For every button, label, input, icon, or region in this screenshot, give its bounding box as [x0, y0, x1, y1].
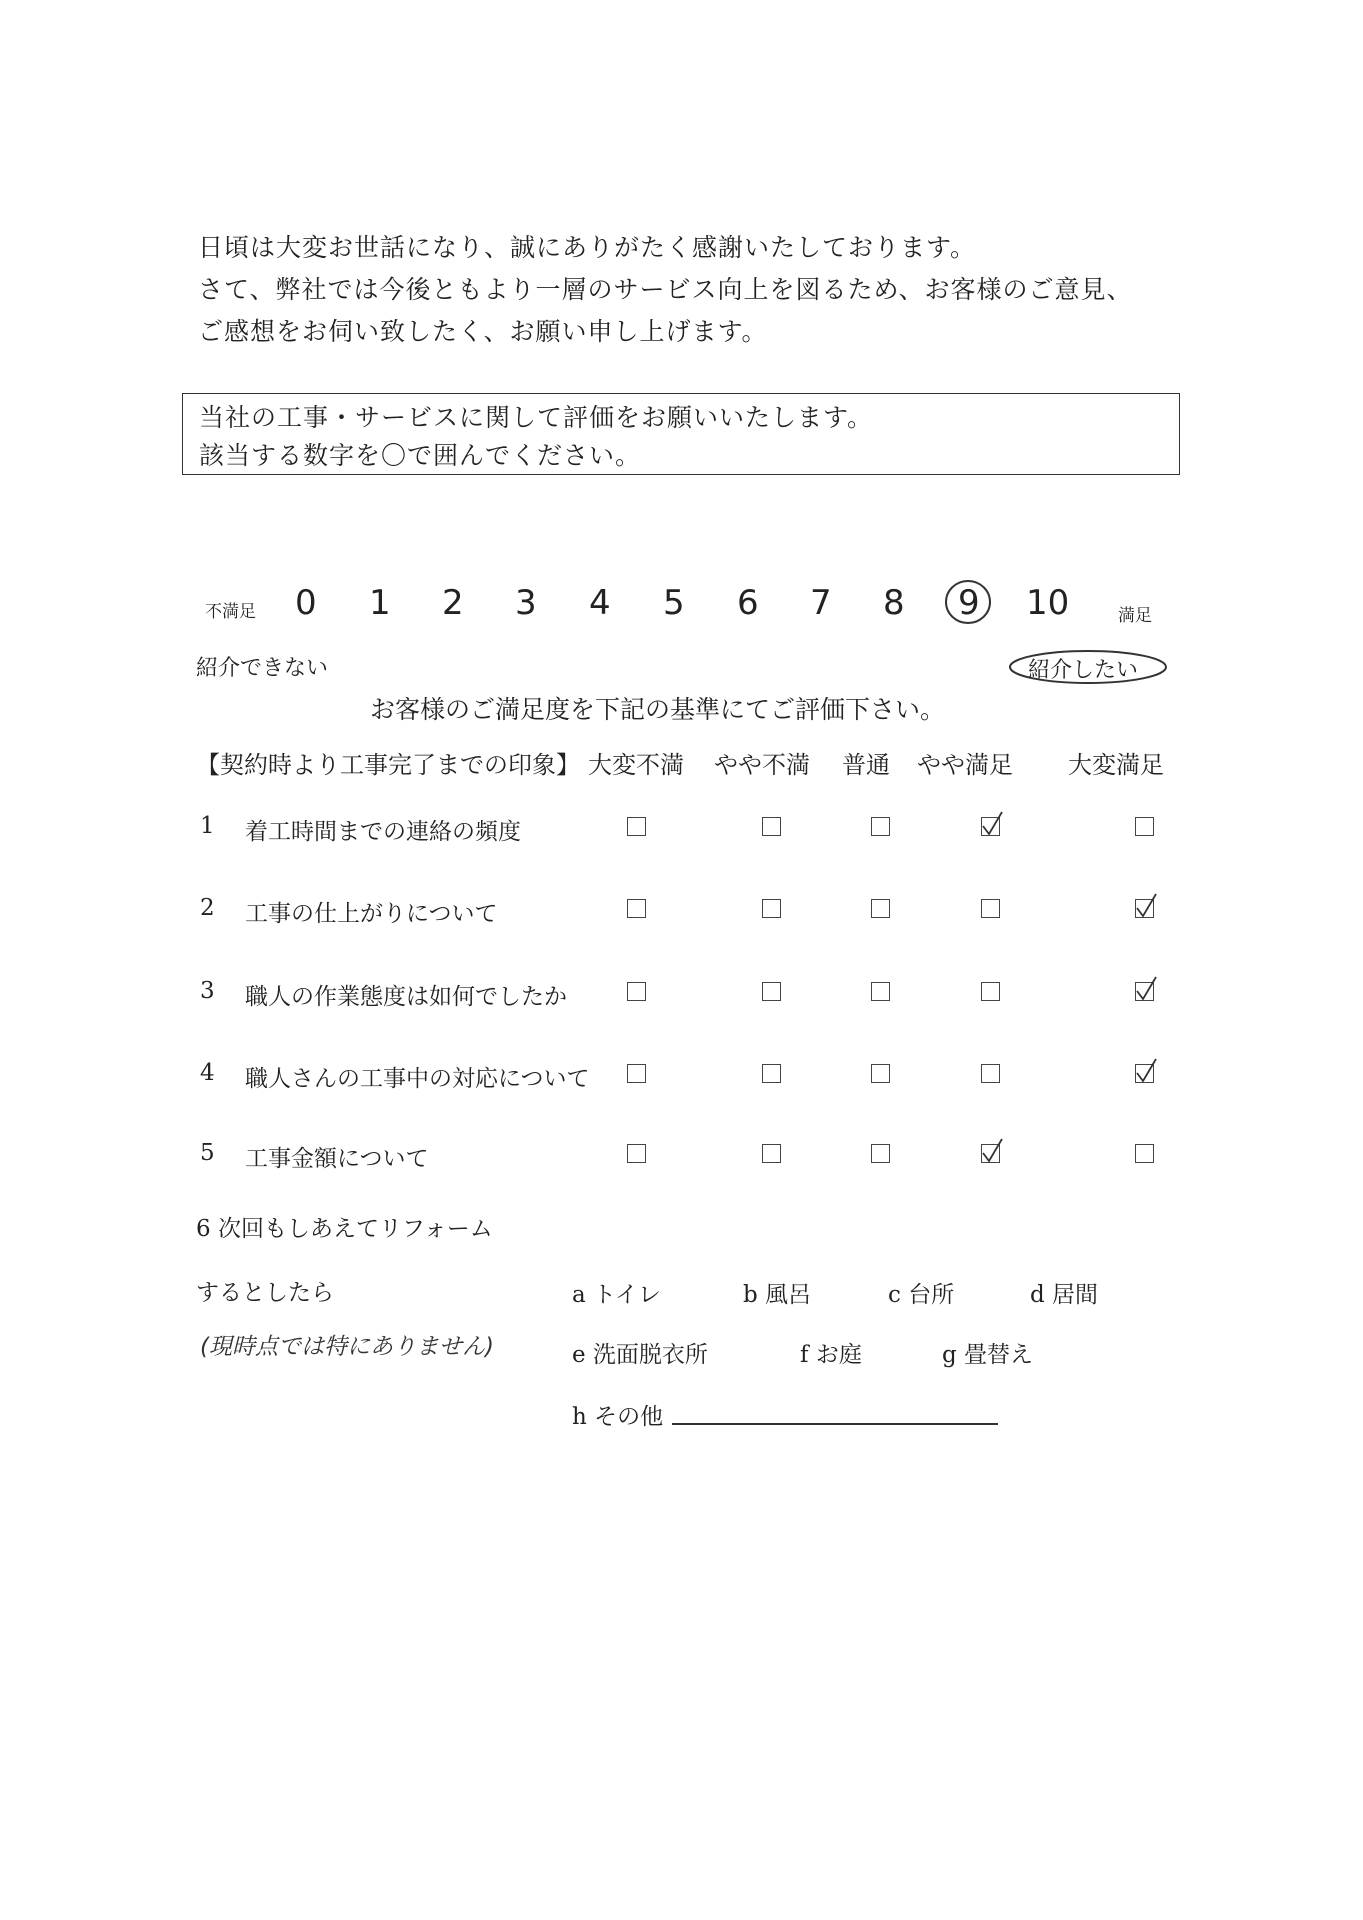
scale-number-text: 3 — [515, 583, 537, 623]
row-label: 着工時間までの連絡の頻度 — [245, 819, 521, 845]
rating-checkbox[interactable] — [871, 1144, 890, 1163]
option-a[interactable]: a トイレ — [572, 1282, 661, 1308]
scale-number-4[interactable] — [589, 583, 611, 623]
table-header-label: 【契約時より工事完了までの印象】 — [196, 751, 580, 779]
rating-checkbox[interactable] — [981, 1064, 1000, 1083]
scale-left-label: 不満足 — [205, 602, 256, 622]
scale-right-caption: 紹介したい — [1028, 658, 1139, 683]
rating-checkbox[interactable] — [1135, 1064, 1154, 1083]
rating-checkbox[interactable] — [627, 899, 646, 918]
selected-circle-mark — [943, 577, 993, 627]
rating-checkbox[interactable] — [871, 899, 890, 918]
column-very-dissatisfied: 大変不満 — [588, 751, 684, 779]
scale-number-text: 7 — [810, 583, 832, 623]
rating-checkbox[interactable] — [981, 982, 1000, 1001]
option-b[interactable]: b 風呂 — [743, 1282, 812, 1308]
row-number: 5 — [200, 1140, 215, 1166]
option-g[interactable]: g 畳替え — [942, 1342, 1034, 1368]
scale-number-9[interactable] — [958, 583, 980, 623]
row-number: 2 — [200, 895, 215, 921]
recommend-caption — [1018, 651, 1168, 687]
rating-checkbox[interactable] — [981, 1144, 1000, 1163]
rating-checkbox[interactable] — [762, 1064, 781, 1083]
rating-checkbox[interactable] — [1135, 817, 1154, 836]
scale-right-label: 満足 — [1118, 606, 1152, 626]
criteria-text: お客様のご満足度を下記の基準にてご評価下さい。 — [370, 695, 946, 724]
q6-line-1: 6 次回もしあえてリフォーム — [196, 1216, 493, 1242]
scale-number-text: 5 — [663, 583, 685, 623]
rating-checkbox[interactable] — [627, 817, 646, 836]
check-mark-icon — [1134, 1057, 1158, 1085]
scale-number-5[interactable] — [663, 583, 685, 623]
q6-line-2: するとしたら — [196, 1280, 334, 1306]
other-write-in-line[interactable] — [672, 1423, 998, 1425]
scale-number-3[interactable] — [515, 583, 537, 623]
intro-line-1: 日頃は大変お世話になり、誠にありがたく感謝いたしております。 — [198, 233, 977, 262]
rating-checkbox[interactable] — [871, 817, 890, 836]
rating-checkbox[interactable] — [762, 1144, 781, 1163]
row-label: 職人さんの工事中の対応について — [245, 1066, 590, 1092]
row-number: 3 — [200, 978, 215, 1004]
rating-checkbox[interactable] — [627, 982, 646, 1001]
scale-number-0[interactable] — [295, 583, 317, 623]
column-somewhat-satisfied: やや満足 — [917, 751, 1013, 779]
intro-line-2: さて、弊社では今後ともより一層のサービス向上を図るため、お客様のご意見、 — [198, 275, 1133, 304]
check-mark-icon — [980, 810, 1004, 838]
instruction-line-2: 該当する数字を〇で囲んでください。 — [199, 441, 642, 470]
rating-checkbox[interactable] — [1135, 982, 1154, 1001]
rating-checkbox[interactable] — [1135, 899, 1154, 918]
option-e[interactable]: e 洗面脱衣所 — [572, 1342, 708, 1368]
row-number: 4 — [200, 1060, 215, 1086]
scale-number-7[interactable] — [810, 583, 832, 623]
scale-number-1[interactable] — [369, 583, 391, 623]
check-mark-icon — [980, 1137, 1004, 1165]
row-label: 工事金額について — [245, 1146, 429, 1172]
scale-number-text: 1 — [369, 583, 391, 623]
column-somewhat-dissatisfied: やや不満 — [714, 751, 810, 779]
option-h: h その他 — [572, 1404, 664, 1430]
option-f[interactable]: f お庭 — [800, 1342, 862, 1368]
scale-number-text: 6 — [737, 583, 759, 623]
scale-number-text: 2 — [442, 583, 464, 623]
rating-checkbox[interactable] — [627, 1064, 646, 1083]
intro-line-3: ご感想をお伺い致したく、お願い申し上げます。 — [198, 317, 768, 346]
rating-checkbox[interactable] — [762, 982, 781, 1001]
scale-number-10[interactable] — [1026, 583, 1069, 623]
scale-number-text: 9 — [958, 583, 980, 623]
q6-handwritten-answer: (現時点では特にありません) — [200, 1334, 494, 1360]
column-neutral: 普通 — [842, 751, 890, 779]
scale-number-text: 10 — [1026, 583, 1070, 623]
instruction-box — [182, 393, 1180, 475]
rating-checkbox[interactable] — [871, 982, 890, 1001]
scale-number-text: 4 — [589, 583, 611, 623]
instruction-line-1: 当社の工事・サービスに関して評価をお願いいたします。 — [199, 403, 874, 432]
option-c[interactable]: c 台所 — [888, 1282, 955, 1308]
check-mark-icon — [1134, 975, 1158, 1003]
rating-checkbox[interactable] — [1135, 1144, 1154, 1163]
rating-checkbox[interactable] — [981, 817, 1000, 836]
rating-checkbox[interactable] — [762, 817, 781, 836]
scale-number-8[interactable] — [883, 583, 905, 623]
row-label: 工事の仕上がりについて — [245, 901, 498, 927]
scale-number-6[interactable] — [737, 583, 759, 623]
rating-checkbox[interactable] — [981, 899, 1000, 918]
row-label: 職人の作業態度は如何でしたか — [245, 984, 567, 1010]
row-number: 1 — [200, 813, 215, 839]
scale-number-text: 0 — [295, 583, 317, 623]
rating-checkbox[interactable] — [871, 1064, 890, 1083]
scale-left-caption: 紹介できない — [196, 656, 329, 681]
check-mark-icon — [1134, 892, 1158, 920]
column-very-satisfied: 大変満足 — [1068, 751, 1164, 779]
scale-number-2[interactable] — [442, 583, 464, 623]
rating-checkbox[interactable] — [627, 1144, 646, 1163]
scale-number-text: 8 — [883, 583, 905, 623]
rating-checkbox[interactable] — [762, 899, 781, 918]
option-d[interactable]: d 居間 — [1030, 1282, 1099, 1308]
